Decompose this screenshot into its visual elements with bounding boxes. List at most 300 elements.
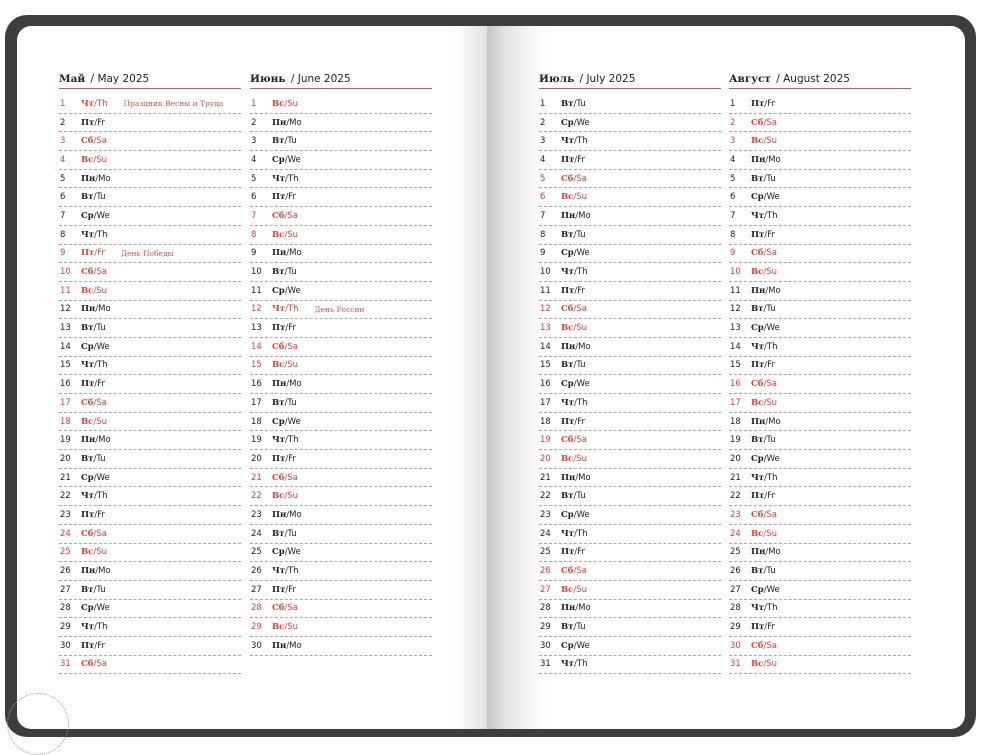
day-row: 10 Чт / Th (539, 263, 721, 282)
holiday-label: День России (314, 304, 365, 314)
weekday-ru: Ср (272, 285, 285, 296)
weekday-ru: Чт (81, 622, 95, 633)
day-row: 18 Ср / We (250, 413, 432, 432)
day-number: 27 (251, 584, 262, 595)
day-row: 12 Вт / Tu (729, 301, 911, 320)
day-row: 26 Пн / Mo (59, 562, 241, 581)
weekday-ru: Пн (272, 640, 287, 651)
weekday-ru: Вс (81, 416, 94, 427)
weekday-ru: Чт (751, 603, 765, 614)
weekday-ru: Сб (81, 267, 94, 278)
day-number: 3 (730, 136, 736, 147)
weekday-ru: Пн (751, 285, 766, 296)
day-row: 19 Вт / Tu (729, 431, 911, 450)
weekday-ru: Вт (561, 360, 574, 371)
day-row: 24 Чт / Th (539, 525, 721, 544)
month-title-ru: Июнь (250, 73, 286, 85)
day-row: 13 Вт / Tu (59, 319, 241, 338)
day-number: 8 (251, 229, 257, 240)
day-number: 15 (730, 360, 741, 371)
weekday-ru: Вс (751, 528, 764, 539)
weekday-en: Sa (287, 210, 298, 221)
weekday-en: Th (576, 136, 588, 147)
day-row: 8 Вс / Su (250, 226, 432, 245)
weekday-ru: Вт (561, 622, 574, 633)
day-number: 28 (730, 603, 741, 614)
day-row: 27 Вт / Tu (59, 581, 241, 600)
weekday-en: Su (96, 154, 108, 165)
weekday-ru: Пт (81, 117, 95, 128)
weekday-ru: Пн (561, 341, 576, 352)
day-row: 2 Сб / Sa (729, 114, 911, 133)
weekday-en: We (576, 509, 590, 520)
weekday-en: Th (576, 267, 588, 278)
day-number: 19 (251, 435, 262, 446)
weekday-en: Sa (287, 603, 298, 614)
day-row: 18 Пт / Fr (539, 413, 721, 432)
weekday-ru: Вт (751, 173, 764, 184)
day-number: 29 (730, 622, 741, 633)
day-row: 13 Пт / Fr (250, 319, 432, 338)
day-row: 25 Пн / Mo (729, 544, 911, 563)
weekday-en: Mo (98, 173, 111, 184)
weekday-en: Fr (767, 98, 775, 109)
day-number: 8 (730, 229, 736, 240)
weekday-ru: Ср (751, 192, 764, 203)
weekday-ru: Пт (751, 360, 765, 371)
weekday-en: We (576, 117, 590, 128)
weekday-en: Su (576, 453, 588, 464)
weekday-en: Mo (289, 248, 302, 259)
weekday-en: Tu (287, 136, 297, 147)
day-row: 25 Вс / Su (59, 544, 241, 563)
month-title-en: June 2025 (297, 73, 351, 85)
day-number: 21 (60, 472, 71, 483)
holiday-label: Праздник Весны и Труда (123, 99, 224, 109)
weekday-ru: Пт (561, 416, 575, 427)
day-row: 21 Ср / We (59, 469, 241, 488)
day-number: 24 (60, 528, 71, 539)
day-row: 7 Ср / We (59, 207, 241, 226)
weekday-ru: Ср (561, 640, 574, 651)
day-row: 3 Вс / Su (729, 132, 911, 151)
weekday-en: Th (576, 397, 588, 408)
day-row: 31 Сб / Sa (59, 656, 241, 675)
day-row: 28 Сб / Sa (250, 600, 432, 619)
day-number: 16 (540, 379, 551, 390)
weekday-ru: Вс (272, 229, 285, 240)
weekday-ru: Сб (272, 603, 285, 614)
day-row: 22 Вс / Su (250, 487, 432, 506)
month-header: Август / August 2025 (729, 71, 911, 89)
weekday-en: Th (287, 566, 299, 577)
weekday-ru: Ср (561, 509, 574, 520)
weekday-en: Fr (97, 379, 105, 390)
weekday-ru: Сб (561, 173, 574, 184)
day-row: 30 Сб / Sa (729, 637, 911, 656)
weekday-en: Tu (576, 360, 586, 371)
weekday-en: Sa (576, 566, 587, 577)
day-number: 5 (60, 173, 66, 184)
day-number: 6 (251, 192, 257, 203)
weekday-en: We (576, 379, 590, 390)
day-row: 26 Вт / Tu (729, 562, 911, 581)
day-row: 11 Ср / We (250, 282, 432, 301)
weekday-ru: Чт (561, 136, 575, 147)
day-row: 28 Ср / We (59, 600, 241, 619)
day-number: 20 (730, 453, 741, 464)
day-row: 6 Вт / Tu (59, 188, 241, 207)
weekday-ru: Сб (751, 117, 764, 128)
day-number: 11 (540, 285, 551, 296)
day-row: 6 Пт / Fr (250, 188, 432, 207)
day-row: 28 Пн / Mo (539, 600, 721, 619)
weekday-ru: Ср (751, 584, 764, 595)
day-number: 28 (60, 603, 71, 614)
day-row: 1 Чт / Th Праздник Весны и Труда (59, 95, 241, 114)
weekday-en: Th (766, 603, 778, 614)
weekday-ru: Чт (81, 360, 95, 371)
day-number: 23 (730, 509, 741, 520)
day-row: 20 Пт / Fr (250, 450, 432, 469)
day-row: 22 Чт / Th (59, 487, 241, 506)
weekday-en: Mo (289, 509, 302, 520)
weekday-en: Mo (98, 566, 111, 577)
day-number: 20 (60, 453, 71, 464)
weekday-en: We (766, 453, 780, 464)
day-number: 6 (730, 192, 736, 203)
day-row: 19 Чт / Th (250, 431, 432, 450)
day-number: 14 (251, 341, 262, 352)
day-row: 15 Вс / Su (250, 357, 432, 376)
day-row: 24 Сб / Sa (59, 525, 241, 544)
weekday-en: Th (96, 491, 108, 502)
weekday-en: Tu (576, 491, 586, 502)
day-number: 30 (730, 640, 741, 651)
weekday-ru: Вт (751, 304, 764, 315)
day-row: 9 Пн / Mo (250, 245, 432, 264)
weekday-en: Tu (96, 453, 106, 464)
day-row: 5 Чт / Th (250, 170, 432, 189)
day-number: 10 (251, 267, 262, 278)
weekday-ru: Сб (81, 528, 94, 539)
day-row: 3 Чт / Th (539, 132, 721, 151)
weekday-en: Fr (97, 248, 105, 259)
weekday-en: Sa (287, 472, 298, 483)
day-number: 29 (60, 622, 71, 633)
day-number: 9 (251, 248, 257, 259)
day-row: 4 Пн / Mo (729, 151, 911, 170)
weekday-en: We (96, 210, 110, 221)
day-number: 29 (251, 622, 262, 633)
weekday-en: Tu (96, 323, 106, 334)
weekday-en: We (576, 248, 590, 259)
day-number: 4 (730, 154, 736, 165)
weekday-en: Tu (96, 192, 106, 203)
day-number: 1 (540, 98, 546, 109)
weekday-en: Su (576, 584, 588, 595)
day-row: 6 Ср / We (729, 188, 911, 207)
day-number: 3 (251, 136, 257, 147)
weekday-ru: Вт (751, 566, 764, 577)
weekday-ru: Пт (561, 285, 575, 296)
day-number: 27 (540, 584, 551, 595)
weekday-ru: Ср (81, 472, 94, 483)
day-number: 2 (60, 117, 66, 128)
day-row: 21 Сб / Sa (250, 469, 432, 488)
day-row: 15 Чт / Th (59, 357, 241, 376)
day-number: 25 (730, 547, 741, 558)
day-number: 4 (60, 154, 66, 165)
day-number: 17 (540, 397, 551, 408)
day-number: 14 (60, 341, 71, 352)
weekday-ru: Вс (561, 453, 574, 464)
weekday-ru: Пн (561, 603, 576, 614)
weekday-ru: Вс (751, 659, 764, 670)
weekday-en: Su (96, 416, 108, 427)
weekday-ru: Вс (751, 267, 764, 278)
weekday-ru: Ср (272, 154, 285, 165)
weekday-ru: Ср (272, 416, 285, 427)
corner-dotted-arc (7, 693, 69, 755)
weekday-en: Sa (766, 379, 777, 390)
weekday-en: Th (576, 659, 588, 670)
weekday-ru: Пт (561, 547, 575, 558)
month-header: Май / May 2025 (59, 71, 241, 89)
day-row: 31 Вс / Su (729, 656, 911, 675)
weekday-ru: Сб (272, 341, 285, 352)
weekday-en: Mo (768, 154, 781, 165)
weekday-en: Tu (766, 435, 776, 446)
weekday-ru: Вс (272, 491, 285, 502)
weekday-en: Mo (578, 341, 591, 352)
weekday-en: Tu (287, 397, 297, 408)
day-row: 10 Вт / Tu (250, 263, 432, 282)
day-row: 9 Ср / We (539, 245, 721, 264)
weekday-en: Fr (288, 453, 296, 464)
day-number: 16 (251, 379, 262, 390)
day-number: 10 (60, 267, 71, 278)
day-row: 25 Пт / Fr (539, 544, 721, 563)
weekday-ru: Вс (272, 98, 285, 109)
day-number: 4 (251, 154, 257, 165)
day-row: 2 Пт / Fr (59, 114, 241, 133)
weekday-en: Sa (766, 117, 777, 128)
weekday-en: We (96, 472, 110, 483)
weekday-ru: Чт (272, 304, 286, 315)
day-number: 31 (540, 659, 551, 670)
weekday-en: Sa (766, 509, 777, 520)
day-row: 8 Вт / Tu (539, 226, 721, 245)
day-row: 12 Пн / Mo (59, 301, 241, 320)
day-row: 31 Чт / Th (539, 656, 721, 675)
weekday-en: Mo (98, 435, 111, 446)
day-number: 2 (251, 117, 257, 128)
month-header: Июнь / June 2025 (250, 71, 432, 89)
day-number: 15 (251, 360, 262, 371)
day-row: 29 Пт / Fr (729, 618, 911, 637)
day-number: 5 (251, 173, 257, 184)
weekday-ru: Пн (81, 304, 96, 315)
day-list (729, 95, 911, 674)
weekday-en: Fr (767, 622, 775, 633)
weekday-en: Sa (576, 435, 587, 446)
day-list (59, 95, 241, 674)
weekday-ru: Сб (81, 136, 94, 147)
day-number: 6 (540, 192, 546, 203)
weekday-ru: Ср (561, 248, 574, 259)
day-row: 14 Ср / We (59, 338, 241, 357)
weekday-en: Su (287, 98, 299, 109)
day-number: 12 (730, 304, 741, 315)
weekday-ru: Сб (751, 509, 764, 520)
day-row: 29 Чт / Th (59, 618, 241, 637)
day-number: 17 (730, 397, 741, 408)
day-row: 1 Вт / Tu (539, 95, 721, 114)
weekday-ru: Ср (81, 341, 94, 352)
day-row: 1 Пт / Fr (729, 95, 911, 114)
weekday-en: Fr (767, 229, 775, 240)
weekday-ru: Сб (561, 566, 574, 577)
weekday-en: We (766, 584, 780, 595)
day-number: 31 (730, 659, 741, 670)
day-row: 7 Сб / Sa (250, 207, 432, 226)
day-row: 17 Вт / Tu (250, 394, 432, 413)
day-row: 16 Ср / We (539, 375, 721, 394)
weekday-ru: Пт (81, 248, 95, 259)
weekday-ru: Пт (751, 229, 765, 240)
weekday-ru: Вс (751, 397, 764, 408)
day-number: 2 (540, 117, 546, 128)
weekday-en: Mo (768, 285, 781, 296)
day-number: 26 (730, 566, 741, 577)
day-number: 31 (60, 659, 71, 670)
weekday-ru: Чт (81, 229, 95, 240)
day-row: 18 Вс / Su (59, 413, 241, 432)
day-number: 17 (60, 397, 71, 408)
weekday-en: Th (96, 229, 108, 240)
weekday-en: Su (576, 323, 588, 334)
day-row: 14 Сб / Sa (250, 338, 432, 357)
day-number: 7 (251, 210, 257, 221)
day-number: 8 (540, 229, 546, 240)
day-row: 20 Вт / Tu (59, 450, 241, 469)
day-number: 24 (730, 528, 741, 539)
weekday-en: Fr (288, 192, 296, 203)
weekday-en: Su (766, 528, 778, 539)
weekday-ru: Ср (81, 603, 94, 614)
weekday-en: Sa (576, 304, 587, 315)
day-number: 30 (60, 640, 71, 651)
day-row: 22 Пт / Fr (729, 487, 911, 506)
weekday-en: Su (96, 547, 108, 558)
day-number: 3 (60, 136, 66, 147)
weekday-en: Mo (98, 304, 111, 315)
weekday-ru: Чт (561, 267, 575, 278)
weekday-en: Th (287, 173, 299, 184)
day-number: 18 (730, 416, 741, 427)
weekday-ru: Пн (81, 566, 96, 577)
weekday-ru: Чт (81, 491, 95, 502)
day-row: 16 Пт / Fr (59, 375, 241, 394)
day-row: 18 Пн / Mo (729, 413, 911, 432)
day-number: 4 (540, 154, 546, 165)
day-number: 7 (540, 210, 546, 221)
weekday-ru: Вт (272, 267, 285, 278)
weekday-ru: Пт (751, 622, 765, 633)
weekday-en: Fr (97, 117, 105, 128)
weekday-en: Sa (287, 341, 298, 352)
weekday-en: Tu (287, 267, 297, 278)
day-number: 22 (60, 491, 71, 502)
weekday-en: Tu (287, 528, 297, 539)
day-number: 15 (540, 360, 551, 371)
weekday-en: Th (96, 622, 108, 633)
month-title-en: August 2025 (783, 73, 850, 85)
day-row: 19 Сб / Sa (539, 431, 721, 450)
day-row: 20 Вс / Su (539, 450, 721, 469)
day-row: 16 Сб / Sa (729, 375, 911, 394)
weekday-en: We (96, 341, 110, 352)
day-row: 3 Вт / Tu (250, 132, 432, 151)
day-number: 30 (251, 640, 262, 651)
weekday-en: Su (287, 360, 299, 371)
weekday-en: We (766, 192, 780, 203)
month-title-en: May 2025 (97, 73, 150, 85)
day-row: 23 Ср / We (539, 506, 721, 525)
day-number: 1 (730, 98, 736, 109)
day-row: 29 Вс / Su (250, 618, 432, 637)
day-number: 11 (251, 285, 262, 296)
weekday-en: Tu (96, 584, 106, 595)
weekday-en: We (287, 285, 301, 296)
day-row: 20 Ср / We (729, 450, 911, 469)
day-number: 26 (60, 566, 71, 577)
day-row: 17 Чт / Th (539, 394, 721, 413)
weekday-en: Sa (96, 528, 107, 539)
day-row: 11 Вс / Su (59, 282, 241, 301)
weekday-ru: Пт (81, 379, 95, 390)
day-number: 18 (251, 416, 262, 427)
weekday-ru: Ср (561, 117, 574, 128)
day-row: 13 Ср / We (729, 319, 911, 338)
day-number: 10 (730, 267, 741, 278)
day-row: 27 Пт / Fr (250, 581, 432, 600)
day-row: 17 Вс / Su (729, 394, 911, 413)
weekday-en: Fr (288, 323, 296, 334)
day-number: 22 (540, 491, 551, 502)
weekday-ru: Сб (272, 472, 285, 483)
day-row: 14 Пн / Mo (539, 338, 721, 357)
weekday-ru: Вс (81, 285, 94, 296)
day-row: 6 Вс / Su (539, 188, 721, 207)
day-row: 30 Пн / Mo (250, 637, 432, 656)
day-number: 7 (730, 210, 736, 221)
day-number: 22 (730, 491, 741, 502)
month-header: Июль / July 2025 (539, 71, 721, 89)
weekday-ru: Пт (81, 640, 95, 651)
day-row: 26 Сб / Sa (539, 562, 721, 581)
day-number: 21 (540, 472, 551, 483)
weekday-en: We (287, 547, 301, 558)
weekday-ru: Вс (561, 323, 574, 334)
weekday-en: Su (766, 659, 778, 670)
weekday-en: Mo (578, 472, 591, 483)
weekday-ru: Вт (81, 192, 94, 203)
weekday-en: Su (576, 192, 588, 203)
weekday-en: Mo (289, 379, 302, 390)
day-number: 25 (251, 547, 262, 558)
